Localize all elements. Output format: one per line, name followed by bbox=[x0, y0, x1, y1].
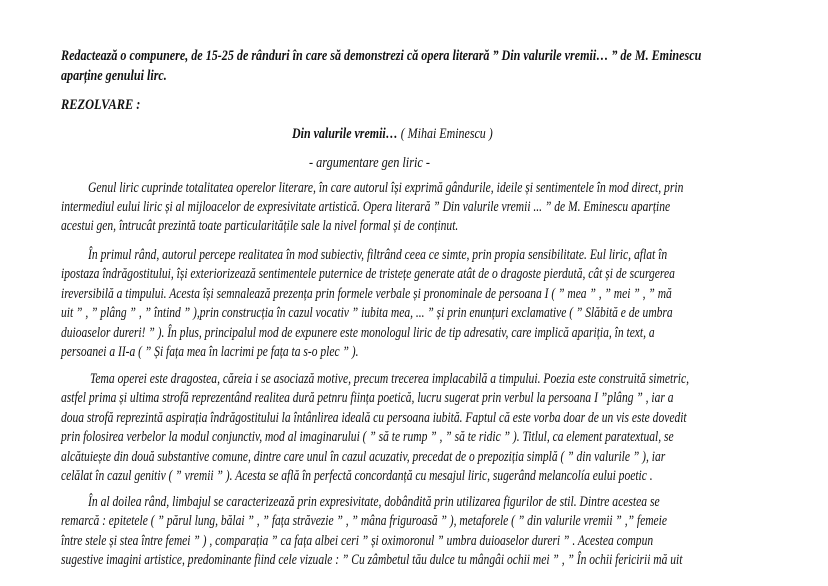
solution-label: REZOLVARE : bbox=[61, 97, 141, 113]
paragraph-line: Genul liric cuprinde totalitatea operelor literare, în care autorul își exprimă gândurile, ideile și sentimentele în mod direct, prin bbox=[88, 180, 684, 196]
paragraph-line: uit ” , ” plâng ” , ” întind ” ),prin construcția în cazul vocativ ” iubita mea, ... ” și prin enunțuri exclamative ( ” Slăbită e de umbra bbox=[61, 305, 673, 321]
task-line-1: Redactează o compunere, de 15-25 de rânduri în care să demonstrezi că opera literară ” Din valurile vremii… ” de M. Eminescu bbox=[61, 48, 702, 64]
paragraph-line: În al doilea rând, limbajul se caracterizează prin expresivitate, dobândită prin utilizarea figurilor de stil. Dintre acestea se bbox=[88, 494, 660, 510]
paragraph-line: ireversibilă a timpului. Acesta își semnalează prezența prin formele verbale și pronominale de persoana I ( ” mea ” , ” mei ” , ” mă bbox=[61, 286, 672, 302]
paragraph-line: între stele și stea între femei ” ) , comparația ” ca fața albei ceri ” și oximoronul ” umbra duioaselor dureri ” . Acestea compun bbox=[61, 533, 654, 549]
task-line-2: aparține genului lirc. bbox=[61, 68, 167, 84]
paragraph-line: ipostaza îndrăgostitului, își exteriorizează sentimentele puternice de tristețe generate atât de o dragoste pierdută, cât și de scurgerea bbox=[61, 266, 675, 282]
paragraph-line: intermediul eului liric și al mijloacelor de expresivitate artistică. Opera literară ” Din valurile vremii ... ” de M. Eminescu aparține bbox=[61, 199, 671, 215]
paragraph-line: doua strofă reprezintă aspirația îndrăgostitului la întânlirea ideală cu persoana iubită. Faptul că este vorba doar de un vis este dovedit bbox=[61, 410, 687, 426]
paragraph-line: acestui gen, întrucât prezintă toate particularitățile sale la nivel formal și de conținut. bbox=[61, 218, 459, 234]
paragraph-line: În primul rând, autorul percepe realitatea în mod subiectiv, filtrând ceea ce simte, prin propia sensibilitate. Eul liric, aflat în bbox=[88, 247, 668, 263]
paragraph-line: alcătuiește din două substantive comune, dintre care unul în cazul acuzativ, precedat de o prepoziția simplă ( ” din valurile ” ), iar bbox=[61, 449, 666, 465]
paragraph-line: duioaselor dureri! ” ). În plus, principalul mod de expunere este monologul liric de tip adresativ, care implică apariția, în text, a bbox=[61, 325, 655, 341]
paragraph-line: sugestive imagini artistice, predominante fiind cele vizuale : ” Cu zâmbetul tău dulce tu mângâi ochii mei ” , ” În ochii fericirii mă uit bbox=[61, 552, 683, 568]
paragraph-line: Tema operei este dragostea, căreia i se asociază motive, precum trecerea implacabilă a timpului. Poezia este construită simetric, bbox=[90, 371, 690, 387]
paragraph-line: celălat în cazul genitiv ( ” vremii ” ). Acesta se află în perfectă concordanță cu mesajul liric, sugerând melancolía eului poetic . bbox=[61, 468, 653, 484]
paragraph-line: astfel prima și ultima strofă reprezentând realitea dură petnru ființa poetică, lucru sugerat prin verbul la persoana I ”plâng ” , iar a bbox=[61, 390, 674, 406]
subtitle: - argumentare gen liric - bbox=[309, 155, 430, 171]
paragraph-line: prin folosirea verbelor la modul conjunctiv, mod al imaginarului ( ” să te rump ” , ” să te ridic ” ). Titlul, ca element paratextual, se bbox=[61, 429, 674, 445]
poem-title bbox=[292, 125, 493, 143]
paragraph-line: persoanei a II-a ( ” Și fața mea în lacrimi pe fața ta s-o plec ” ). bbox=[61, 344, 359, 360]
poem-title-name: Din valurile vremii… bbox=[292, 126, 398, 142]
paragraph-line: remarcă : epitetele ( ” părul lung, bălai ” , ” fața străvezie ” , ” mâna friguroasă ” ), metaforele ( ” din valurile vremii ” ,” femeie bbox=[61, 513, 667, 529]
poem-title-author: ( Mihai Eminescu ) bbox=[397, 126, 493, 142]
